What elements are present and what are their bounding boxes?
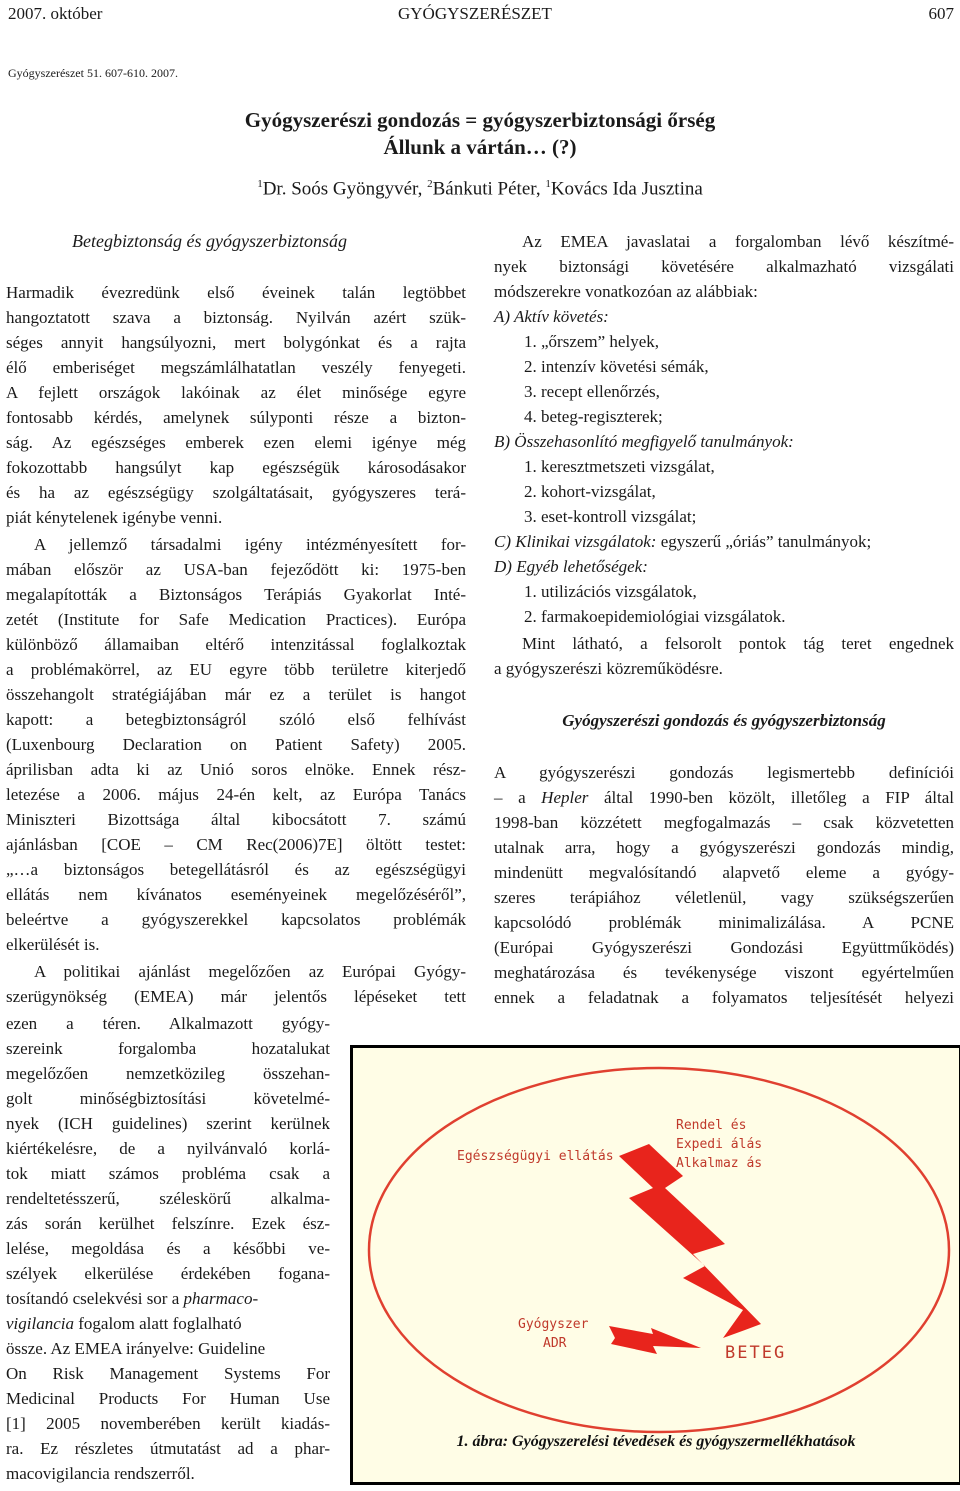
list-item: 1. utilizációs vizsgálatok, <box>524 582 697 601</box>
paragraph-line: – a Hepler által 1990-ben közölt, illetőleg a FIP által <box>494 788 954 807</box>
paragraph-line: rendeltetésszerű, széleskörű alkalma- <box>6 1189 330 1208</box>
header-date: 2007. október <box>8 4 103 23</box>
paragraph-line: [1] 2005 novemberében került kiadás- <box>6 1414 330 1433</box>
article-title-line-2: Állunk a vártán… (?) <box>383 135 577 159</box>
paragraph-line: Miniszteri Bizottsága által kibocsátott 7. számú <box>6 810 466 829</box>
paragraph-line: és ha az egészségügy szolgáltatásait, gyógyszeres terá- <box>6 483 466 502</box>
paragraph-line: élő emberiséget megszámlálhatatlan veszély fenyegeti. <box>6 358 466 377</box>
paragraph-line: macovigilancia rendszerről. <box>6 1464 195 1483</box>
citation: Gyógyszerészet 51. 607-610. 2007. <box>8 66 178 80</box>
article-title-line-1: Gyógyszerészi gondozás = gyógyszerbiztonsági őrség <box>244 108 716 132</box>
list-item: 1. „őrszem” helyek, <box>524 332 659 351</box>
paragraph-line: zetét (Institute for Safe Medication Practices). Európa <box>6 610 466 629</box>
paragraph-line: tok miatt számos probléma csak a <box>6 1164 330 1183</box>
label-prescribing: Rendel és <box>676 1118 747 1133</box>
category-c: C) Klinikai vizsgálatok: egyszerű „óriás” tanulmányok; <box>494 532 872 551</box>
paragraph-line: ság. Az egészséges emberek ezen elemi igénye még <box>6 433 466 452</box>
paragraph-line: a gyógyszerészi közreműködésre. <box>494 659 723 678</box>
paragraph-line: (Luxenbourg Declaration on Patient Safety) 2005. <box>6 735 466 754</box>
list-item: 4. beteg-regiszterek; <box>524 407 663 426</box>
paragraph-line: A politikai ajánlást megelőzően az Európai Gyógy- <box>34 962 466 981</box>
paragraph-line: össze. Az EMEA irányelve: Guideline <box>6 1339 266 1358</box>
paragraph-line: lelése, megoldása és a későbbi ve- <box>6 1239 330 1258</box>
paragraph-line: összehangolt stratégiájában már ez a terület is hangot <box>6 685 466 704</box>
paragraph-line: szeres terápiához véletlenül, vagy szükségszerűen <box>494 888 954 907</box>
paragraph-line: meghatározása és tevékenysége viszont egyértelműen <box>494 963 954 982</box>
paragraph-line: piát kénytelenek igénybe venni. <box>6 508 223 527</box>
paragraph-line: különböző államaiban eltérő intenzitással foglalkoztak <box>6 635 466 654</box>
paragraph-line: szereink forgalomba hozatalukat <box>6 1039 330 1058</box>
category-d: D) Egyéb lehetőségek: <box>494 557 648 576</box>
paragraph-line: Mint látható, a felsorolt pontok tág teret engednek <box>522 634 954 653</box>
paragraph-line: módszerekre vonatkozóan az alábbiak: <box>494 282 758 301</box>
paragraph-line: (Európai Gyógyszerészi Gondozási Együttműködés) <box>494 938 954 957</box>
header-journal: GYÓGYSZERÉSZET <box>398 4 552 23</box>
section-heading-patient-safety: Betegbiztonság és gyógyszerbiztonság <box>72 231 347 251</box>
header-page-number: 607 <box>928 4 954 23</box>
paragraph-line: áprilisban adta ki az Unió soros elnöke. Ennek rész- <box>6 760 466 779</box>
paragraph-line: On Risk Management Systems For <box>6 1364 330 1383</box>
label-dispensing: Expedi álás <box>676 1137 763 1152</box>
paragraph-line: ellátás nem kívánatos eseményeinek megelőzéséről”, <box>6 885 466 904</box>
paragraph-line: ajánlásban [COE – CM Rec(2006)7E] öltött testet: <box>6 835 466 854</box>
figure-diagram <box>353 1048 959 1482</box>
paragraph-line: kapcsolódó problémák minimalizálása. A PCNE <box>494 913 954 932</box>
list-item: 2. farmakoepidemiológiai vizsgálatok. <box>524 607 786 626</box>
paragraph-line: megelőzően nemzetközileg összehan- <box>6 1064 330 1083</box>
paragraph-line: vigilancia fogalom alatt foglalható <box>6 1314 242 1333</box>
paragraph-line: Az EMEA javaslatai a forgalomban lévő készítmé- <box>522 232 954 251</box>
paragraph-line: letezése a 2006. május 24-én kelt, az Európa Tanács <box>6 785 466 804</box>
paragraph-line: ennek a feladatnak a folyamatos teljesítését helyezi <box>494 988 954 1007</box>
list-item: 2. kohort-vizsgálat, <box>524 482 656 501</box>
paragraph-line: kapott: a betegbiztonságról szóló első felhívást <box>6 710 466 729</box>
paragraph-line: séges annyit hangsúlyozni, mert bolygónkat és a rajta <box>6 333 466 352</box>
paragraph-line: a problémakörrel, az EU egyre több területre kiterjedő <box>6 660 466 679</box>
paragraph-line: ezen a téren. Alkalmazott gyógy- <box>6 1014 330 1033</box>
category-b: B) Összehasonlító megfigyelő tanulmányok: <box>494 432 794 451</box>
paragraph-line: beleértve a gyógyszerekkel kapcsolatos problémák <box>6 910 466 929</box>
paragraph-line: nyek biztonsági követésére alkalmazható vizsgálati <box>494 257 954 276</box>
label-drug: Gyógyszer <box>518 1317 589 1332</box>
category-a: A) Aktív követés: <box>494 307 609 326</box>
label-health-care: Egészségügyi ellátás <box>457 1149 614 1164</box>
paragraph-line: utalnak arra, hogy a gyógyszerészi gondozás mindig, <box>494 838 954 857</box>
paragraph-line: fontosabb kérdés, amelynek súlyponti része a bizton- <box>6 408 466 427</box>
paragraph-line: tosítandó cselekvési sor a pharmaco- <box>6 1289 259 1308</box>
paragraph-line: hangoztatott szava a biztonság. Nyilván azért szük- <box>6 308 466 327</box>
paragraph-line: A jellemző társadalmi igény intézményesített for- <box>34 535 466 554</box>
paragraph-line: megalapították a Biztonságos Terápiás Gyakorlat Inté- <box>6 585 466 604</box>
paragraph-line: nyek (ICH guidelines) szerint kerülnek <box>6 1114 330 1133</box>
list-item: 3. eset-kontroll vizsgálat; <box>524 507 697 526</box>
paragraph-line: elkerülését is. <box>6 935 100 954</box>
list-item: 2. intenzív követési sémák, <box>524 357 709 376</box>
paragraph-line: mindenütt megvalósítandó alapvető eleme a gyógy- <box>494 863 954 882</box>
paragraph-line: Harmadik évezredünk első éveinek talán legtöbbet <box>6 283 466 302</box>
figure-background <box>353 1048 959 1482</box>
list-item: 3. recept ellenőrzés, <box>524 382 660 401</box>
figure-1 <box>350 1045 960 1485</box>
figure-caption: 1. ábra: Gyógyszerelési tévedések és gyógyszermellékhatások <box>456 1433 856 1450</box>
label-patient: BETEG <box>725 1343 787 1363</box>
list-item: 1. keresztmetszeti vizsgálat, <box>524 457 715 476</box>
running-header <box>8 4 954 26</box>
section-heading-pharmaceutical-care: Gyógyszerészi gondozás és gyógyszerbiztonság <box>562 711 886 730</box>
paragraph-line: golt minőségbiztosítási követelmé- <box>6 1089 330 1108</box>
paragraph-line: ra. Ez részletes útmutatást ad a phar- <box>6 1439 330 1458</box>
label-adr: ADR <box>543 1336 567 1351</box>
paragraph-line: szélyek elkerülése érdekében fogana- <box>6 1264 330 1283</box>
paragraph-line: 1998-ban közzétett megfogalmazás – csak közvetetten <box>494 813 954 832</box>
paragraph-line: A gyógyszerészi gondozás legismertebb definíciói <box>494 763 954 782</box>
paragraph-line: A fejlett országok lakóinak az élet minősége egyre <box>6 383 466 402</box>
paragraph-line: kiértékelésre, de a nyilvánvaló korlá- <box>6 1139 330 1158</box>
authors: $^1$Dr. Soós Gyöngyvér, $^2$Bánkuti Péter, $^1$Kovács Ida Jusztina <box>257 178 703 200</box>
label-administration: Alkalmaz ás <box>676 1156 763 1171</box>
paragraph-line: fokozottabb hangsúlyt kap egészségük károsodásakor <box>6 458 466 477</box>
paragraph-line: mában először az USA-ban fejeződött ki: 1975-ben <box>6 560 466 579</box>
paragraph-line: „…a biztonságos betegellátásról és az egészségügyi <box>6 860 466 879</box>
paragraph-line: szerügynökség (EMEA) már jelentős lépéseket tett <box>6 987 466 1006</box>
paragraph-line: zás során kerülhet felszínre. Ezek ész- <box>6 1214 330 1233</box>
paragraph-line: Medicinal Products For Human Use <box>6 1389 330 1408</box>
